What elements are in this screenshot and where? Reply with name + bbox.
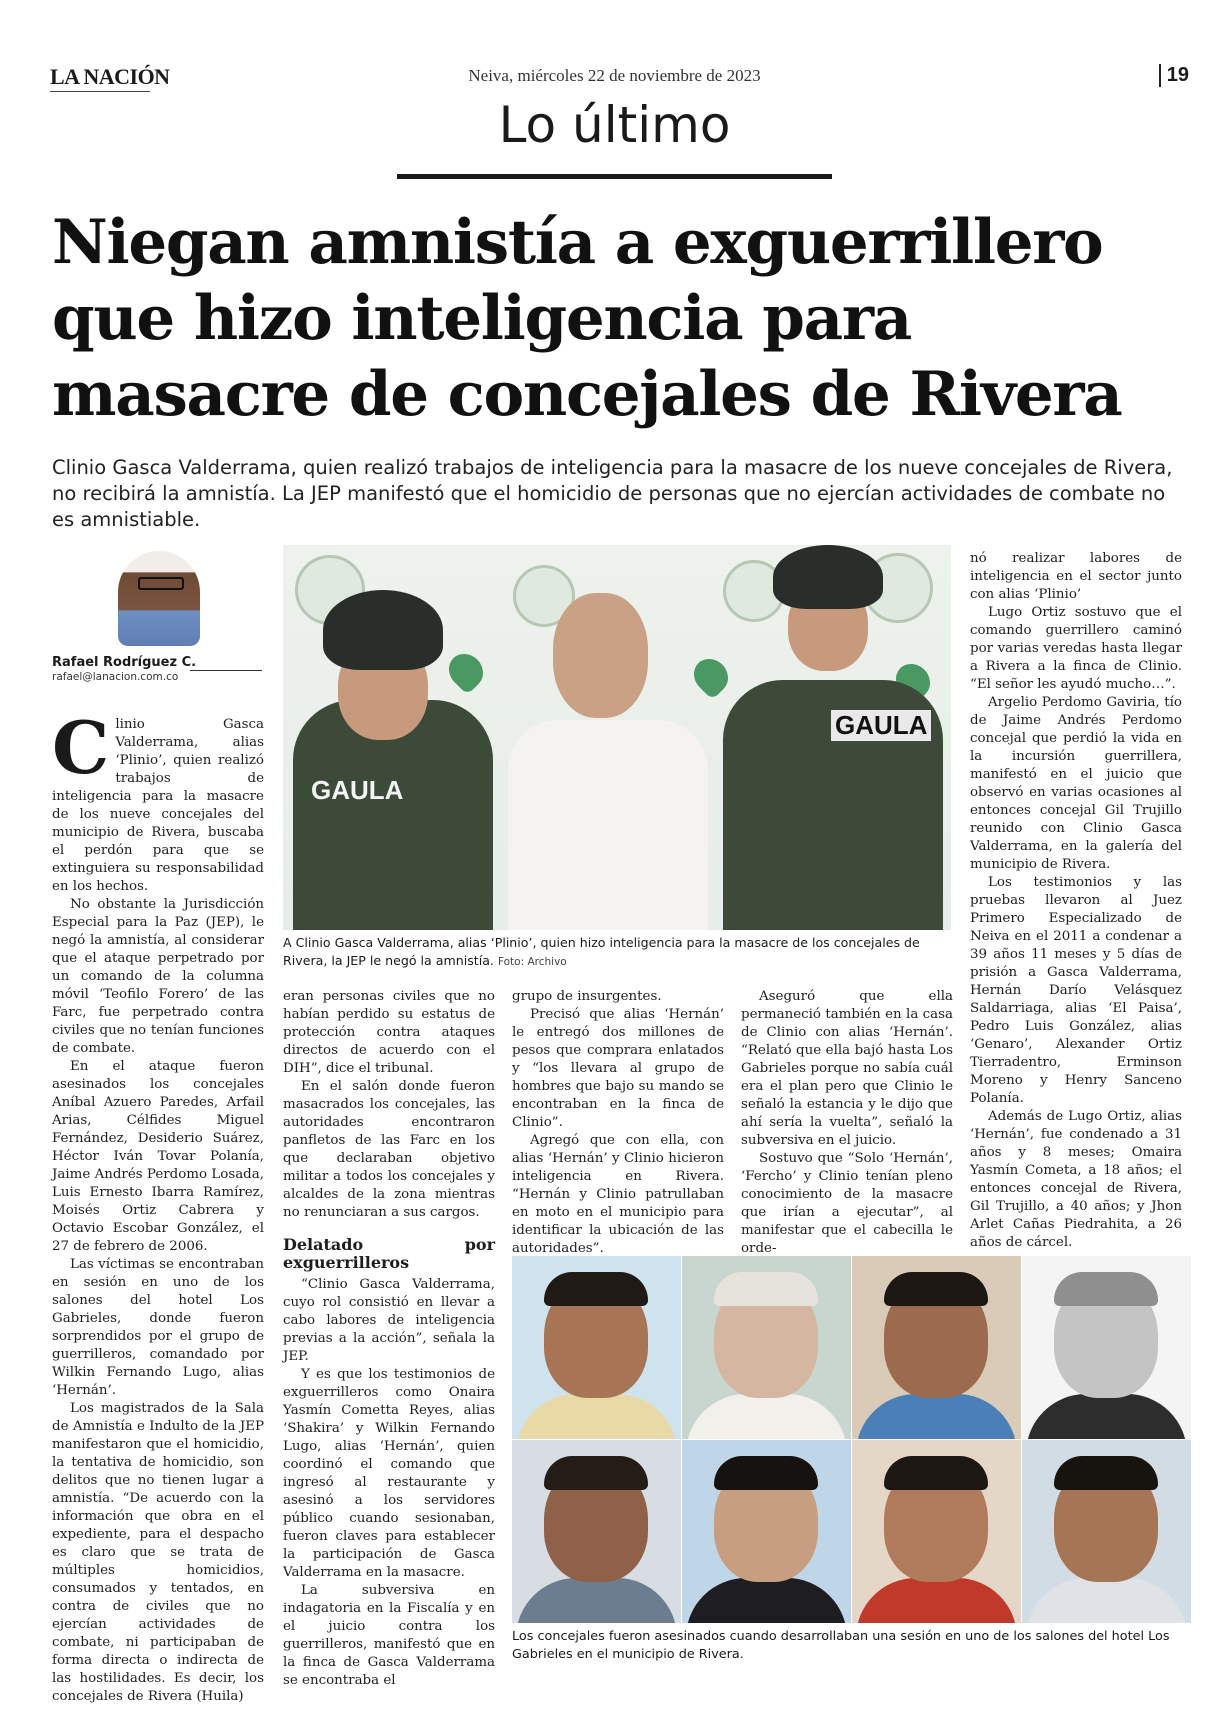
detainee-body (508, 720, 708, 930)
article-subhead: Clinio Gasca Valderrama, quien realizó trabajos de inteligencia para la masacre de los nueve concejales de Rivera, no recibirá la amnistía. La JEP manifestó que el homicidio de personas que no ejercían actividades de combate no es amnistiable. (52, 456, 1173, 531)
mosaic-caption: Los concejales fueron asesinados cuando desarrollaban una sesión en uno de los salones del hotel Los Gabrieles en el municipio de Rivera. (512, 1629, 1170, 1662)
paragraph-text: linio Gasca Valderrama, alias ‘Plinio’, quien realizó trabajos de inteligencia para la masacre de los nueve concejales del municipio de Rivera, buscaba el perdón para que se extinguiera su responsabilidad en los hechos. (52, 717, 264, 894)
main-photo-caption (283, 934, 953, 971)
paragraph: Y es que los testimonios de exguerrilleros como Onaira Yasmín Cometta Reyes, alias ‘Shakira’ y Wilkin Fernando Lugo, alias ‘Hernán’, quien coordinó el comando que ingresó al restaurante y asesinó a los servidores público cuando sesionaban, fueron claves para establecer la participación de Gasca Valderrama en la masacre. (283, 1367, 495, 1580)
paragraph: Además de Lugo Ortiz, alias ‘Hernán’, fue condenado a 31 años y 8 meses; Omaira Yasmín Cometa, a 18 años; el entonces concejal de Rivera, Gil Trujillo, a 40 años; y Jhon Arlet Cañas Piedrahita, a 26 años de cárcel. (970, 1109, 1182, 1250)
article-column-4 (741, 988, 953, 1258)
paragraph: nó realizar labores de inteligencia en el sector junto con alias ‘Plinio’ (970, 551, 1182, 602)
section-title: Lo último (498, 96, 731, 154)
victim-portrait (512, 1440, 681, 1623)
paragraph: Sostuvo que “Solo ‘Hernán’, ‘Fercho’ y Clinio tenían pleno conocimiento de la masacre que irían a ejecutar”, al manifestar que el cabecilla le orde- (741, 1151, 953, 1256)
section-divider (397, 174, 832, 179)
article-column-3 (512, 988, 724, 1258)
helmet-icon (773, 545, 883, 609)
victim-portrait (512, 1256, 681, 1439)
heart-logo-icon (687, 652, 735, 700)
vest-label-left: GAULA (311, 775, 404, 805)
portrait-hair (1054, 1272, 1158, 1306)
paragraph: Agregó que con ella, con alias ‘Hernán’ y Clinio hicieron inteligencia en Rivera. “Hernán y Clinio patrullaban en moto en el municipio para identificar la ubicación de las autoridades”. (512, 1133, 724, 1256)
vest-label-right: GAULA (831, 710, 931, 741)
victim-portrait (852, 1440, 1021, 1623)
victim-portrait (682, 1440, 851, 1623)
author-avatar (118, 551, 200, 646)
paragraph (52, 705, 264, 896)
paragraph: eran personas civiles que no habían perdido su estatus de protección contra ataques directos de acuerdo con el DIH”, dice el tribunal. (283, 989, 495, 1076)
helmet-icon (323, 590, 443, 670)
paragraph: En el ataque fueron asesinados los concejales Aníbal Azuero Paredes, Arfail Arias, Célfides Miguel Fernández, Desiderio Suárez, Héctor Iván Tovar Polanía, Jaime Andrés Perdomo Losada, Luis Ernesto Ibarra Ramírez, Moisés Ortiz Cabrera y Octavio Escobar González, el 27 de febrero de 2006. (52, 1059, 264, 1254)
portrait-hair (714, 1456, 818, 1490)
photo-credit: Foto: Archivo (497, 956, 567, 968)
portrait-shirt (686, 1394, 847, 1439)
detainee-face (553, 593, 648, 718)
portrait-shirt (516, 1578, 677, 1623)
paragraph: Los magistrados de la Sala de Amnistía e Indulto de la JEP manifestaron que el homicidio, la tentativa de homicidio, son delitos que no tienen lugar a amnistía. “De acuerdo con la información que obra en el expediente, para el despacho es claro que se trata de múltiples homicidios, consumados y tentados, en contra de civiles que no ejercían actividades de combate, ni participaban de forma directa o indirecta de las hostilidades. Es decir, los concejales de Rivera (Huila) (52, 1401, 264, 1704)
portrait-hair (544, 1456, 648, 1490)
portrait-hair (544, 1272, 648, 1306)
victim-portrait (1022, 1256, 1191, 1439)
victim-portrait (852, 1256, 1021, 1439)
newspaper-logo: LA NACIÓN (50, 64, 170, 92)
author-divider (190, 670, 262, 671)
paragraph: Los testimonios y las pruebas llevaron al Juez Primero Especializado de Neiva en el 2011 a condenar a 39 años 11 meses y 5 días de prisión a Gasca Valderrama, Hernán Darío Velásquez Saldarriaga, alias ‘El Paisa’, Pedro Luis González, alias ‘Genaro’, Alexander Ortiz Tierradentro, Erminson Moreno y Henry Sanceno Polanía. (970, 875, 1182, 1106)
paragraph: La subversiva en indagatoria en la Fiscalía y en el juicio contra los guerrilleros, manifestó que en la finca de Gasca Valderrama se encontraba el (283, 1583, 495, 1688)
page-number: 19 (1159, 64, 1189, 87)
paragraph: Las víctimas se encontraban en sesión en uno de los salones del hotel Los Gabrieles, donde fueron sorprendidos por el grupo de guerrilleros, comandado por Wilkin Fernando Lugo, alias ‘Hernán’. (52, 1257, 264, 1398)
caption-text: A Clinio Gasca Valderrama, alias ‘Plinio’, quien hizo inteligencia para la masacre de los concejales de Rivera, la JEP le negó la amnistía. (283, 935, 920, 968)
paragraph: No obstante la Jurisdicción Especial para la Paz (JEP), le negó la amnistía, al considerar que el ataque perpetrado por un comando de la columna móvil ‘Teofilo Forero’ de las Farc, fue perpetrado contra civiles que no tenían funciones de combate. (52, 897, 264, 1056)
article-column-2 (283, 988, 495, 1690)
victim-portrait (682, 1256, 851, 1439)
victim-portrait (1022, 1440, 1191, 1623)
article-column-1 (52, 705, 264, 1706)
portrait-shirt (856, 1578, 1017, 1623)
portrait-hair (884, 1272, 988, 1306)
main-photo (283, 545, 951, 930)
edition-date: Neiva, miércoles 22 de noviembre de 2023 (468, 66, 761, 85)
paragraph: En el salón donde fueron masacrados los concejales, las autoridades encontraron panfletos de las Farc en los que declaraban objetivo militar a todos los concejales y alcaldes de la zona mientras no renunciaran a sus cargos. (283, 1079, 495, 1220)
paragraph: “Clinio Gasca Valderrama, cuyo rol consistió en llevar a cabo labores de inteligencia previas a la acción”, señala la JEP. (283, 1277, 495, 1364)
portrait-shirt (686, 1578, 847, 1623)
section-subtitle: Delatado por exguerrilleros (283, 1235, 495, 1272)
portrait-hair (714, 1272, 818, 1306)
author-email: rafael@lanacion.com.co (52, 671, 179, 683)
paragraph: Lugo Ortiz sostuvo que el comando guerrillero caminó por varias veredas hasta llegar a Rivera a la finca de Clinio. “El señor les ayudó mucho…”. (970, 605, 1182, 692)
article-headline: Niegan amnistía a exguerrillero que hizo inteligencia para masacre de concejales de Rivera (52, 207, 1122, 430)
victims-photo-mosaic (512, 1256, 1190, 1623)
article-column-5 (970, 550, 1182, 1252)
paragraph: grupo de insurgentes. (512, 989, 662, 1004)
drop-cap: C (52, 705, 110, 790)
portrait-hair (1054, 1456, 1158, 1490)
portrait-shirt (516, 1394, 677, 1439)
heart-logo-icon (442, 647, 490, 695)
paragraph: Precisó que alias ‘Hernán’ le entregó dos millones de pesos que comprara enlatados y “los llevara al grupo de hombres que bajo su mando se encontraban en la finca de Clinio”. (512, 1007, 724, 1130)
author-name: Rafael Rodríguez C. (52, 655, 197, 670)
portrait-shirt (856, 1394, 1017, 1439)
portrait-shirt (1026, 1394, 1187, 1439)
paragraph: Aseguró que ella permaneció también en la casa de Clinio con alias ‘Hernán’. “Relató que ella bajó hasta Los Gabrieles porque no sabía cuál era el plan pero que Clinio le señaló la estancia y le dijo que ahí sería la vuelta”, señaló la subversiva en el juicio. (741, 989, 953, 1148)
paragraph: Argelio Perdomo Gaviria, tío de Jaime Andrés Perdomo concejal que perdió la vida en la incursión guerrillera, manifestó en el juicio que observó en varias ocasiones al entonces concejal Gil Trujillo reunido con Clinio Gasca Valderrama, en la galería del municipio de Rivera. (970, 695, 1182, 872)
portrait-hair (884, 1456, 988, 1490)
portrait-shirt (1026, 1578, 1187, 1623)
